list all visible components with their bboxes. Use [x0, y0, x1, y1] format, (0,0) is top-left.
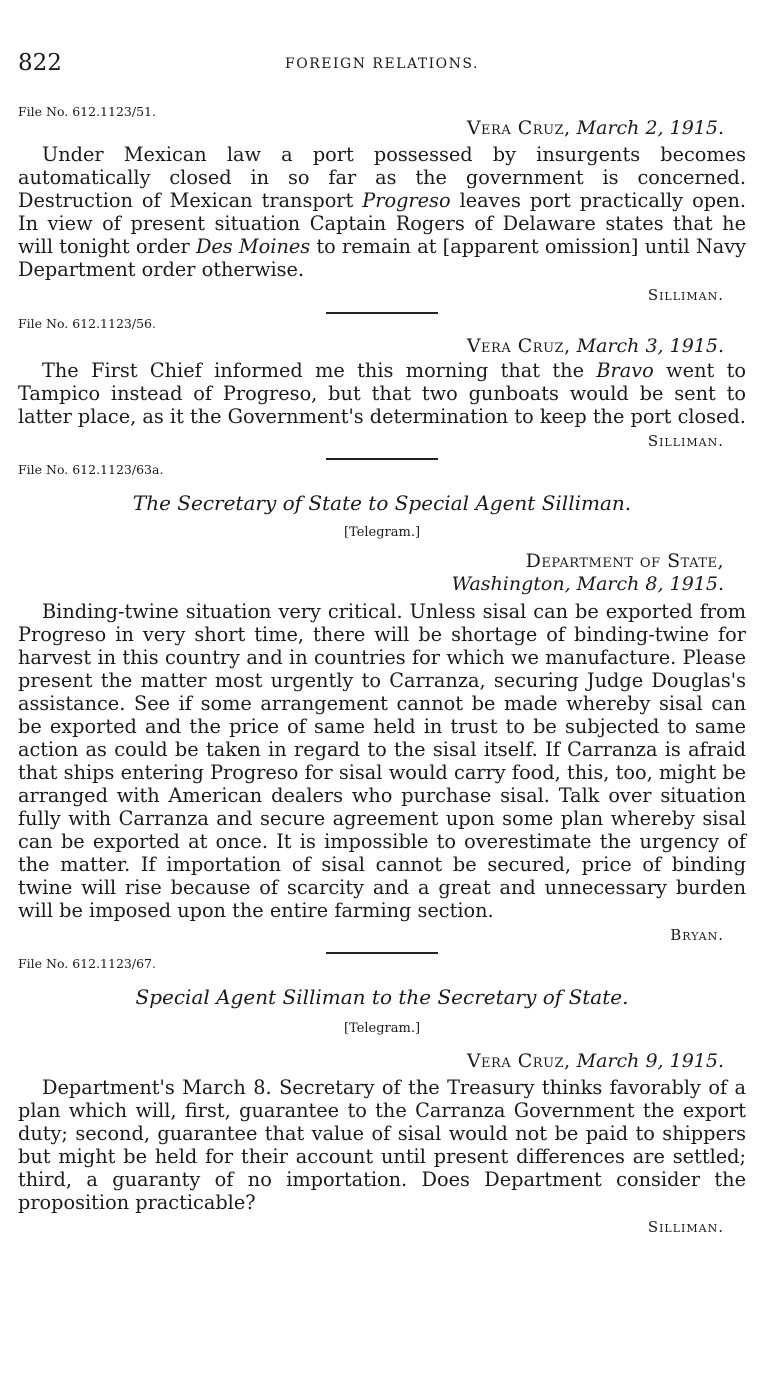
dateline — [18, 335, 746, 357]
entry-1 — [18, 104, 746, 304]
file-number: File No. 612.1123/67. — [18, 956, 156, 971]
telegram-label: [Telegram.] — [343, 525, 421, 540]
running-title: FOREIGN RELATIONS. — [285, 56, 479, 72]
italic-text-run: Des Moines — [195, 235, 311, 258]
divider-rule — [326, 458, 438, 460]
text-run: to remain at [apparent omission] until Navy Department order otherwise. — [18, 235, 746, 281]
message-body — [18, 600, 746, 922]
message-body — [18, 1076, 746, 1214]
dateline — [18, 1050, 746, 1072]
message-heading: Special Agent Silliman to the Secretary of State. — [135, 985, 629, 1009]
italic-text-run: Progreso — [362, 189, 451, 212]
divider-rule — [326, 952, 438, 954]
text-run: Department's March 8. Secretary of the Treasury thinks favorably of a plan which will, first, guarantee to the Carranza Government the export duty; second, guarantee that value of sisal would not be paid to shippers but might be held for their account until present differences are settled; third, a guaranty of no importation. Does Department consider the proposition practicable? — [18, 1076, 746, 1214]
address-line-1: Department of State, — [525, 550, 724, 572]
dateline-place: Vera Cruz, — [466, 335, 571, 357]
entry-3 — [18, 462, 746, 944]
dateline — [18, 117, 746, 139]
signature: Silliman. — [647, 1218, 724, 1236]
italic-text-run: Bravo — [596, 359, 654, 382]
file-number: File No. 612.1123/56. — [18, 316, 156, 331]
text-run: leaves port practically open. In view of present situation Captain Rogers of Delaware states that he will tonight order — [18, 189, 746, 258]
text-run: Binding-twine situation very critical. Unless sisal can be exported from Progreso in very short time, there will be shortage of binding-twine for harvest in this country and in countries for which we manufacture. Please present the matter most urgently to Carranza, securing Judge Douglas's assistance. See if some arrangement cannot be made whereby sisal can be exported and the price of same held in trust to be subjected to same action as could be taken in regard to the sisal itself. If Carranza is afraid that ships entering Progreso for sisal would carry food, this, too, might be arranged with American dealers who purchase sisal. Talk over situation fully with Carranza and secure agreement upon some plan whereby sisal can be exported at once. It is impossible to overestimate the urgency of the matter. If importation of sisal cannot be secured, price of binding twine will rise because of scarcity and a great and unnecessary burden will be imposed upon the entire farming section. — [18, 600, 746, 922]
address-line-2: Washington, March 8, 1915. — [451, 573, 724, 595]
dateline-date: March 9, 1915. — [576, 1050, 724, 1072]
telegram-label: [Telegram.] — [343, 1021, 421, 1036]
signature: Bryan. — [670, 926, 724, 944]
page-header — [18, 50, 746, 82]
message-heading: The Secretary of State to Special Agent Silliman. — [132, 491, 632, 515]
dateline-place: Vera Cruz, — [466, 117, 571, 139]
dateline-date: March 2, 1915. — [576, 117, 724, 139]
text-run: went to Tampico instead of Progreso, but that two gunboats would be sent to latter place, as it the Government's determination to keep the port closed. — [18, 359, 746, 428]
message-body — [18, 359, 746, 428]
page-number: 822 — [18, 50, 62, 76]
entry-4 — [18, 956, 746, 1236]
signature: Silliman. — [647, 432, 724, 450]
document-page — [18, 50, 746, 1236]
entry-2 — [18, 316, 746, 450]
file-number: File No. 612.1123/51. — [18, 104, 156, 119]
dateline-date: March 3, 1915. — [576, 335, 724, 357]
file-number: File No. 612.1123/63a. — [18, 462, 164, 477]
text-run: Under Mexican law a port possessed by insurgents becomes automatically closed in so far as the government is concerned. Destruction of Mexican transport — [18, 143, 746, 212]
text-run: The First Chief informed me this morning that the — [42, 359, 597, 382]
message-body — [18, 143, 746, 281]
signature: Silliman. — [647, 286, 724, 304]
divider-rule — [326, 312, 438, 314]
dateline-place: Vera Cruz, — [466, 1050, 571, 1072]
